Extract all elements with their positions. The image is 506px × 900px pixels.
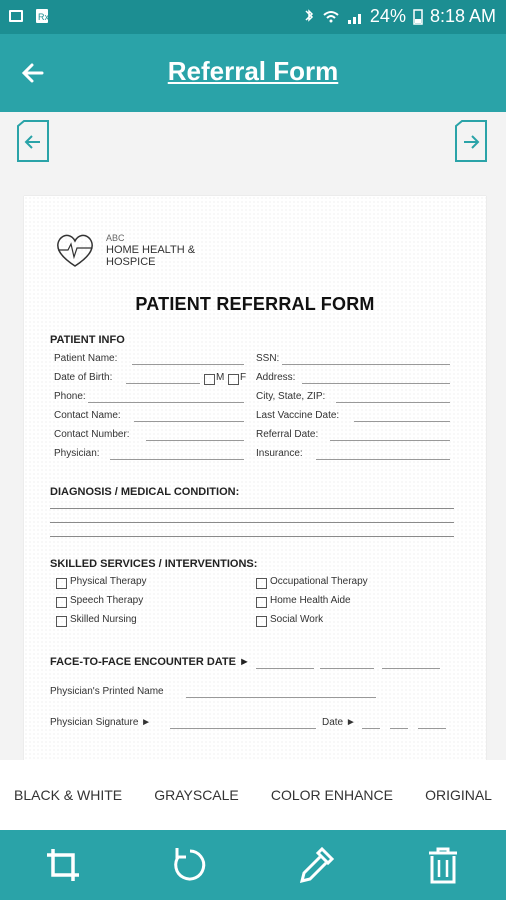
field-blank	[146, 440, 244, 441]
service-checkbox	[56, 616, 67, 627]
field-label: Insurance:	[256, 448, 303, 459]
prescription-icon	[34, 8, 50, 24]
logo-abc: ABC	[106, 233, 125, 243]
eyedropper-button[interactable]	[294, 843, 338, 887]
field-label: SSN:	[256, 353, 280, 364]
services-heading: SKILLED SERVICES / INTERVENTIONS:	[50, 558, 258, 570]
diagnosis-line	[50, 536, 454, 537]
service-label: Social Work	[270, 614, 324, 625]
service-checkbox	[56, 597, 67, 608]
field-label: Referral Date:	[256, 429, 319, 440]
date-blank	[362, 728, 380, 729]
field-blank	[132, 364, 244, 365]
service-label: Skilled Nursing	[70, 614, 137, 625]
checkbox-male	[204, 374, 215, 385]
crop-button[interactable]	[41, 843, 85, 887]
diagnosis-line	[50, 508, 454, 509]
logo	[52, 230, 222, 270]
date-blank	[390, 728, 408, 729]
field-blank	[134, 421, 244, 422]
service-label: Speech Therapy	[70, 595, 144, 606]
field-blank	[282, 364, 450, 365]
bluetooth-icon	[302, 8, 316, 26]
filter-grayscale[interactable]: GRAYSCALE	[154, 787, 239, 803]
service-label: Physical Therapy	[70, 576, 147, 587]
page-next-icon[interactable]	[454, 120, 488, 162]
battery-icon	[412, 8, 424, 26]
service-checkbox	[256, 578, 267, 589]
field-blank	[302, 383, 450, 384]
field-label: Contact Name:	[54, 410, 121, 421]
logo-line3: HOSPICE	[106, 256, 156, 268]
field-label: Date of Birth:	[54, 372, 113, 383]
filter-color-enhance[interactable]: COLOR ENHANCE	[270, 787, 393, 803]
printed-name-label: Physician's Printed Name	[50, 686, 164, 697]
document-title: PATIENT REFERRAL FORM	[135, 294, 375, 314]
field-label: Contact Number:	[54, 429, 130, 440]
crop-icon	[43, 845, 83, 885]
field-label: Physician:	[54, 448, 100, 459]
field-label: City, State, ZIP:	[256, 391, 326, 402]
rotate-button[interactable]	[168, 843, 212, 887]
service-label: Occupational Therapy	[270, 576, 368, 587]
date-blank	[382, 668, 440, 669]
app-bar	[0, 34, 506, 112]
diagnosis-heading: DIAGNOSIS / MEDICAL CONDITION:	[50, 486, 240, 498]
service-checkbox	[256, 616, 267, 627]
field-blank	[110, 459, 244, 460]
bottom-toolbar	[0, 830, 506, 900]
status-left-icons	[8, 8, 50, 24]
clock: 8:18 AM	[429, 6, 496, 26]
filter-original[interactable]: ORIGINAL	[425, 787, 492, 803]
mf-label-f: F	[240, 372, 247, 383]
svg-text:Rx: Rx	[38, 12, 49, 22]
page-title: Referral Form	[167, 56, 339, 86]
field-label: Patient Name:	[54, 353, 118, 364]
date-blank	[256, 668, 314, 669]
printed-name-blank	[186, 697, 376, 698]
field-label: Phone:	[54, 391, 86, 402]
status-bar	[0, 0, 506, 34]
filter-black-white[interactable]: BLACK & WHITE	[14, 787, 123, 803]
signature-label: Physician Signature ►	[50, 717, 152, 728]
checkbox-female	[228, 374, 239, 385]
document-viewer	[0, 112, 506, 760]
signature-blank	[170, 728, 316, 729]
filter-bar	[0, 760, 506, 830]
field-label: Last Vaccine Date:	[256, 410, 340, 421]
date-blank	[418, 728, 446, 729]
field-blank	[330, 440, 450, 441]
field-blank	[126, 383, 200, 384]
status-right	[302, 6, 496, 27]
service-checkbox	[56, 578, 67, 589]
diagnosis-line	[50, 522, 454, 523]
wifi-icon	[322, 8, 340, 26]
service-checkbox	[256, 597, 267, 608]
service-label: Home Health Aide	[270, 595, 351, 606]
date-label: Date ►	[322, 717, 356, 728]
scanned-document	[24, 196, 486, 760]
field-blank	[88, 402, 244, 403]
photo-icon	[8, 8, 24, 24]
date-blank	[320, 668, 374, 669]
field-blank	[336, 402, 450, 403]
eyedropper-icon	[296, 845, 336, 885]
patient-info-heading: PATIENT INFO	[50, 334, 125, 346]
mf-label-m: M	[216, 372, 225, 383]
rotate-icon	[169, 844, 211, 886]
logo-text	[106, 232, 195, 268]
page-prev-icon[interactable]	[16, 120, 50, 162]
signal-icon	[346, 8, 364, 26]
trash-icon	[425, 844, 461, 886]
field-blank	[354, 421, 450, 422]
heart-logo-icon	[52, 230, 98, 270]
field-blank	[316, 459, 450, 460]
logo-line2: HOME HEALTH &	[106, 244, 196, 256]
delete-button[interactable]	[421, 843, 465, 887]
f2f-label: FACE-TO-FACE ENCOUNTER DATE ►	[50, 656, 250, 668]
field-label: Address:	[256, 372, 296, 383]
battery-percent: 24%	[369, 6, 406, 26]
